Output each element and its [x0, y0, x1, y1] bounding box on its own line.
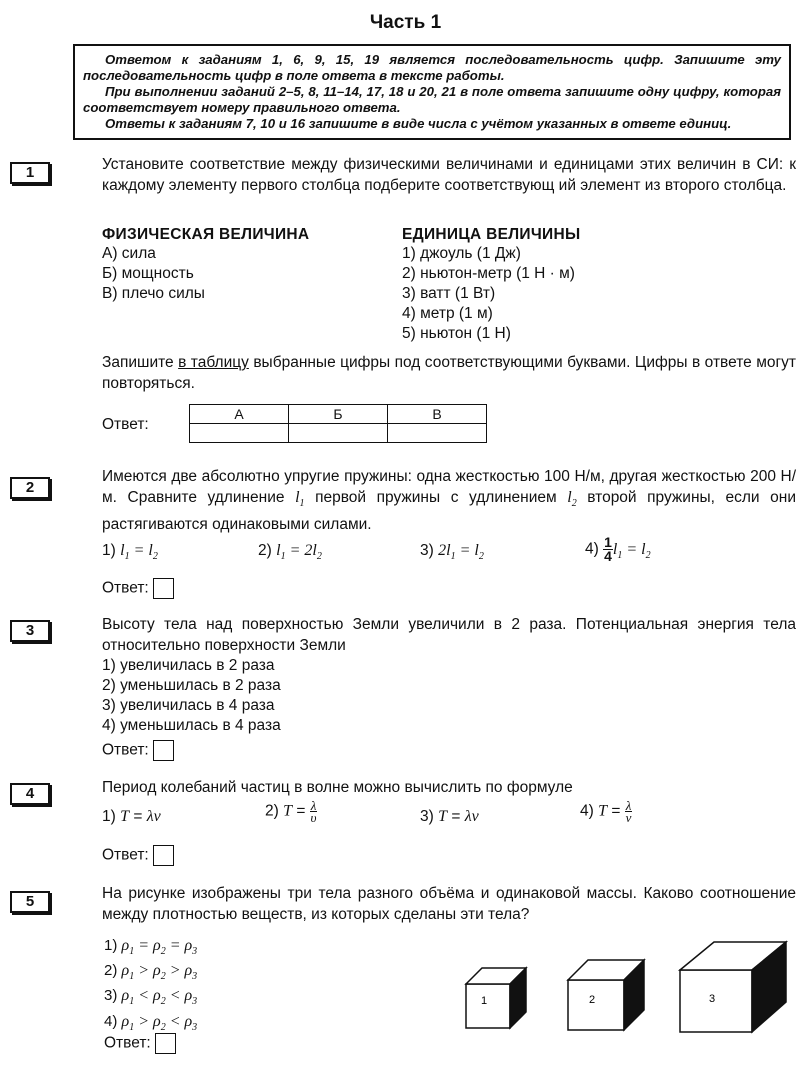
q1-answer-cell-v[interactable]: [388, 424, 487, 443]
q5-option-1: 1) $\rho_1 = \rho_2 = \rho_3$: [104, 937, 198, 958]
q2-option-1: 1) $l_1 = l_2$: [102, 542, 158, 563]
q1-note-post: выбранные цифры под соответствующими буквами. Цифры в ответе могут повторяться.: [102, 354, 796, 392]
q5-option-2: 2) $\rho_1 > \rho_2 > \rho_3$: [104, 962, 198, 983]
q1-note-pre: Запишите: [102, 354, 179, 371]
answer-label: Ответ:: [102, 579, 149, 597]
q1-table-header-a: А: [190, 405, 289, 424]
question-4-text: Период колебаний частиц в волне можно вычислить по формуле: [102, 779, 573, 796]
q2-option-3: 3) $2l_1 = l_2$: [420, 542, 484, 563]
q2-option-4: 4) $\frac{1}{4}$ $l_1 = l_2$: [585, 534, 651, 564]
cube-label: 3: [708, 993, 716, 1005]
option-label: 3): [420, 808, 434, 825]
q1-col2-item: 1) джоуль (1 Дж): [402, 245, 521, 262]
q4-option-4: 4) T = $\frac{\lambda}{\nu}$: [580, 798, 632, 825]
option-label: 4): [104, 1012, 118, 1030]
option-label: 4): [585, 540, 599, 558]
cube-label: 2: [588, 994, 596, 1006]
q2-text-c: второй пружины, если они растягиваются одинаковыми силами.: [102, 489, 796, 534]
q1-table-header-v: В: [388, 405, 487, 424]
q3-option: 4) уменьшилась в 4 раза: [102, 717, 281, 734]
q4-option-1: 1) T = λv: [102, 808, 161, 825]
q1-col2-item: 2) ньютон-метр (1 Н · м): [402, 265, 575, 282]
option-label: 2): [258, 542, 272, 559]
option-label: 4): [580, 802, 594, 820]
q3-option: 1) увеличилась в 2 раза: [102, 657, 275, 674]
question-1-text: Установите соответствие между физическими величинами и единицами этих величин в СИ: к каждому элементу первого столбца подберите соответствующ ий элемент из второго столбца.: [102, 156, 796, 194]
answer-label: Ответ:: [104, 1034, 151, 1052]
cube-2: [568, 960, 644, 1030]
q3-option: 2) уменьшилась в 2 раза: [102, 677, 281, 694]
q1-col2-item: 5) ньютон (1 Н): [402, 325, 511, 342]
answer-box[interactable]: [155, 1033, 176, 1054]
option-label: 2): [265, 802, 279, 820]
part-title: Часть 1: [369, 12, 442, 33]
question-number-3: 3: [10, 620, 50, 642]
q3-answer: [102, 740, 174, 761]
cube-1: [466, 968, 526, 1028]
q1-note-link: в таблицу: [178, 354, 249, 371]
q1-col1-item: А) сила: [102, 245, 156, 262]
cubes-figure: [460, 940, 800, 1035]
question-number-1: 1: [10, 162, 50, 184]
q5-answer: [104, 1033, 176, 1054]
instructions-box: [73, 44, 791, 140]
answer-box[interactable]: [153, 845, 174, 866]
option-label: 3): [104, 987, 118, 1005]
q5-option-3: 3) $\rho_1 < \rho_2 < \rho_3$: [104, 987, 198, 1008]
q1-col2-item: 3) ватт (1 Вт): [402, 285, 496, 302]
q5-option-4: 4) $\rho_1 > \rho_2 < \rho_3$: [104, 1012, 198, 1033]
q1-col1-item: Б) мощность: [102, 265, 194, 282]
instruction-line: Ответы к заданиям 7, 10 и 16 запишите в виде числа с учётом указанных в ответе единиц.: [105, 116, 732, 131]
instruction-line: Ответом к заданиям 1, 6, 9, 15, 19 является последовательность цифр. Запишите эту последовательность цифр в поле ответа в тексте работы.: [83, 52, 781, 83]
option-label: 1): [104, 937, 118, 954]
answer-box[interactable]: [153, 578, 174, 599]
formula-l1: $l_1$: [295, 489, 305, 510]
question-number-4: 4: [10, 783, 50, 805]
question-2-text: [102, 466, 796, 535]
q1-col2-item: 4) метр (1 м): [402, 305, 493, 322]
q1-col2-header: ЕДИНИЦА ВЕЛИЧИНЫ: [402, 226, 581, 243]
q4-answer: [102, 845, 174, 866]
question-number-5: 5: [10, 891, 50, 913]
q4-option-2: 2) T = $\frac{\lambda}{\upsilon}$: [265, 798, 317, 825]
option-label: 3): [420, 542, 434, 559]
cube-label: 1: [480, 995, 488, 1007]
q1-column-units: [402, 226, 702, 344]
q1-table-note: [102, 352, 796, 394]
question-5-text: На рисунке изображены три тела разного объёма и одинаковой массы. Каково соотношение между плотностью веществ, из которых сделаны эти тела?: [102, 885, 796, 923]
answer-label: Ответ:: [102, 846, 149, 864]
q2-text-b: первой пружины с удлинением: [304, 489, 568, 506]
q1-table-header-b: Б: [289, 405, 388, 424]
cube-3: [680, 942, 786, 1032]
answer-box[interactable]: [153, 740, 174, 761]
q1-answer-cell-b[interactable]: [289, 424, 388, 443]
option-label: 2): [104, 962, 118, 980]
q3-option: 3) увеличилась в 4 раза: [102, 697, 275, 714]
option-label: 1): [102, 542, 116, 559]
q3-options: [102, 656, 281, 736]
q2-answer: [102, 578, 174, 599]
q1-answer-cell-a[interactable]: [190, 424, 289, 443]
option-label: 1): [102, 808, 116, 825]
instruction-line: При выполнении заданий 2–5, 8, 11–14, 17, 18 и 20, 21 в поле ответа запишите одну цифру, которая соответствует номеру правильного ответа.: [83, 84, 781, 115]
q1-column-quantities: [102, 226, 392, 304]
q1-answer-table: [189, 404, 487, 443]
q2-option-2: 2) $l_1 = 2l_2$: [258, 542, 322, 563]
answer-label: Ответ:: [102, 741, 149, 759]
question-3-text: Высоту тела над поверхностью Земли увеличили в 2 раза. Потенциальная энергия тела относительно поверхности Земли: [102, 616, 796, 654]
q4-option-3: 3) T = λν: [420, 808, 479, 825]
q1-col1-item: В) плечо силы: [102, 285, 205, 302]
q1-col1-header: ФИЗИЧЕСКАЯ ВЕЛИЧИНА: [102, 226, 310, 243]
q5-options: [104, 936, 197, 1037]
question-number-2: 2: [10, 477, 50, 499]
q1-answer-label: Ответ:: [102, 416, 149, 433]
q2-text-a: Имеются две абсолютно упругие пружины: одна жесткостью 100 Н/м, другая жесткостью 200 Н/м. Сравните удлинение: [102, 468, 796, 506]
formula-l2: $l_2$: [567, 489, 577, 510]
